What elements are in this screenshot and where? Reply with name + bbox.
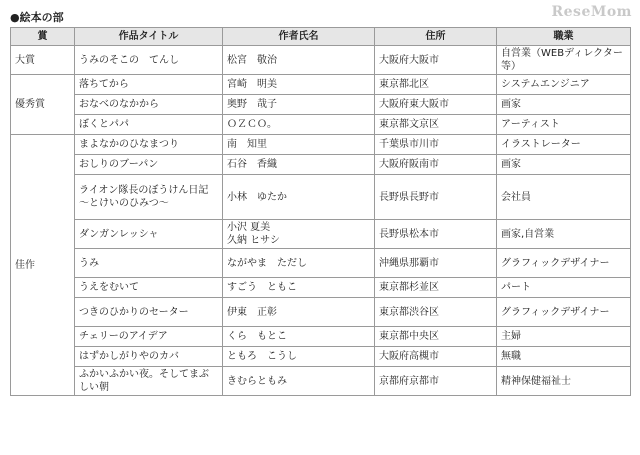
table-row	[11, 249, 631, 278]
address-cell: 京都府京都市	[375, 367, 497, 396]
table-row	[11, 220, 631, 249]
job-cell: アーティスト	[497, 115, 631, 135]
author-cell: 奥野 哉子	[223, 95, 375, 115]
address-cell: 沖縄県那覇市	[375, 249, 497, 278]
address-cell: 東京都杉並区	[375, 278, 497, 298]
address-cell: 東京都中央区	[375, 327, 497, 347]
title-cell: おなべのなかから	[75, 95, 223, 115]
title-cell: まよなかのひなまつり	[75, 135, 223, 155]
title-cell: 落ちてから	[75, 75, 223, 95]
author-cell: 松宮 敬治	[223, 46, 375, 75]
section-title: ●絵本の部	[10, 11, 64, 24]
header-title: 作品タイトル	[75, 28, 223, 46]
title-cell: ライオン隊長のぼうけん日記 〜とけいのひみつ〜	[75, 175, 223, 220]
job-cell: システムエンジニア	[497, 75, 631, 95]
title-cell: チェリーのアイデア	[75, 327, 223, 347]
author-cell: 伊東 正彰	[223, 298, 375, 327]
job-cell: 無職	[497, 347, 631, 367]
job-cell: 会社員	[497, 175, 631, 220]
job-cell: 主婦	[497, 327, 631, 347]
award-cell: 佳作	[11, 135, 75, 396]
award-cell: 大賞	[11, 46, 75, 75]
address-cell: 大阪府大阪市	[375, 46, 497, 75]
table-row	[11, 367, 631, 396]
job-cell: イラストレーター	[497, 135, 631, 155]
address-cell: 長野県長野市	[375, 175, 497, 220]
address-cell: 東京都文京区	[375, 115, 497, 135]
header-award: 賞	[11, 28, 75, 46]
header-row	[11, 28, 631, 46]
table-body	[11, 46, 631, 396]
author-cell: 石谷 香織	[223, 155, 375, 175]
address-cell: 大阪府阪南市	[375, 155, 497, 175]
address-cell: 長野県松本市	[375, 220, 497, 249]
title-cell: おしりのブーパン	[75, 155, 223, 175]
header-address: 住所	[375, 28, 497, 46]
author-cell: 小林 ゆたか	[223, 175, 375, 220]
job-cell: 画家	[497, 155, 631, 175]
title-cell: ふかいふかい夜。そしてまぶしい朝	[75, 367, 223, 396]
table-row	[11, 75, 631, 95]
award-cell: 優秀賞	[11, 75, 75, 135]
author-cell: ＯＺＣＯ。	[223, 115, 375, 135]
job-cell: 画家	[497, 95, 631, 115]
address-cell: 東京都渋谷区	[375, 298, 497, 327]
address-cell: 千葉県市川市	[375, 135, 497, 155]
title-cell: うみのそこの てんし	[75, 46, 223, 75]
title-cell: はずかしがりやのカバ	[75, 347, 223, 367]
table-row	[11, 135, 631, 155]
title-cell: つきのひかりのセーター	[75, 298, 223, 327]
author-cell: すごう ともこ	[223, 278, 375, 298]
title-cell: ダンガンレッシャ	[75, 220, 223, 249]
awards-table	[10, 27, 631, 396]
author-cell: きむらともみ	[223, 367, 375, 396]
job-cell: 画家,自営業	[497, 220, 631, 249]
logo-watermark: ReseMom	[551, 4, 632, 20]
table-row	[11, 327, 631, 347]
address-cell: 東京都北区	[375, 75, 497, 95]
table-row	[11, 95, 631, 115]
header-author: 作者氏名	[223, 28, 375, 46]
table-row	[11, 175, 631, 220]
job-cell: 精神保健福祉士	[497, 367, 631, 396]
author-cell: 南 知里	[223, 135, 375, 155]
author-cell: くら もとこ	[223, 327, 375, 347]
table-row	[11, 155, 631, 175]
address-cell: 大阪府高槻市	[375, 347, 497, 367]
title-cell: うみ	[75, 249, 223, 278]
table-row	[11, 115, 631, 135]
author-cell: 小沢 夏美 久納 ヒサシ	[223, 220, 375, 249]
job-cell: 自営業（WEBディレクター等）	[497, 46, 631, 75]
title-cell: ぼくとパパ	[75, 115, 223, 135]
table-row	[11, 298, 631, 327]
address-cell: 大阪府東大阪市	[375, 95, 497, 115]
author-cell: ともろ こうし	[223, 347, 375, 367]
job-cell: グラフィックデザイナー	[497, 298, 631, 327]
author-cell: 宮崎 明美	[223, 75, 375, 95]
title-cell: うえをむいて	[75, 278, 223, 298]
job-cell: パート	[497, 278, 631, 298]
author-cell: ながやま ただし	[223, 249, 375, 278]
table-row	[11, 278, 631, 298]
header-job: 職業	[497, 28, 631, 46]
job-cell: グラフィックデザイナー	[497, 249, 631, 278]
table-row	[11, 46, 631, 75]
table-row	[11, 347, 631, 367]
